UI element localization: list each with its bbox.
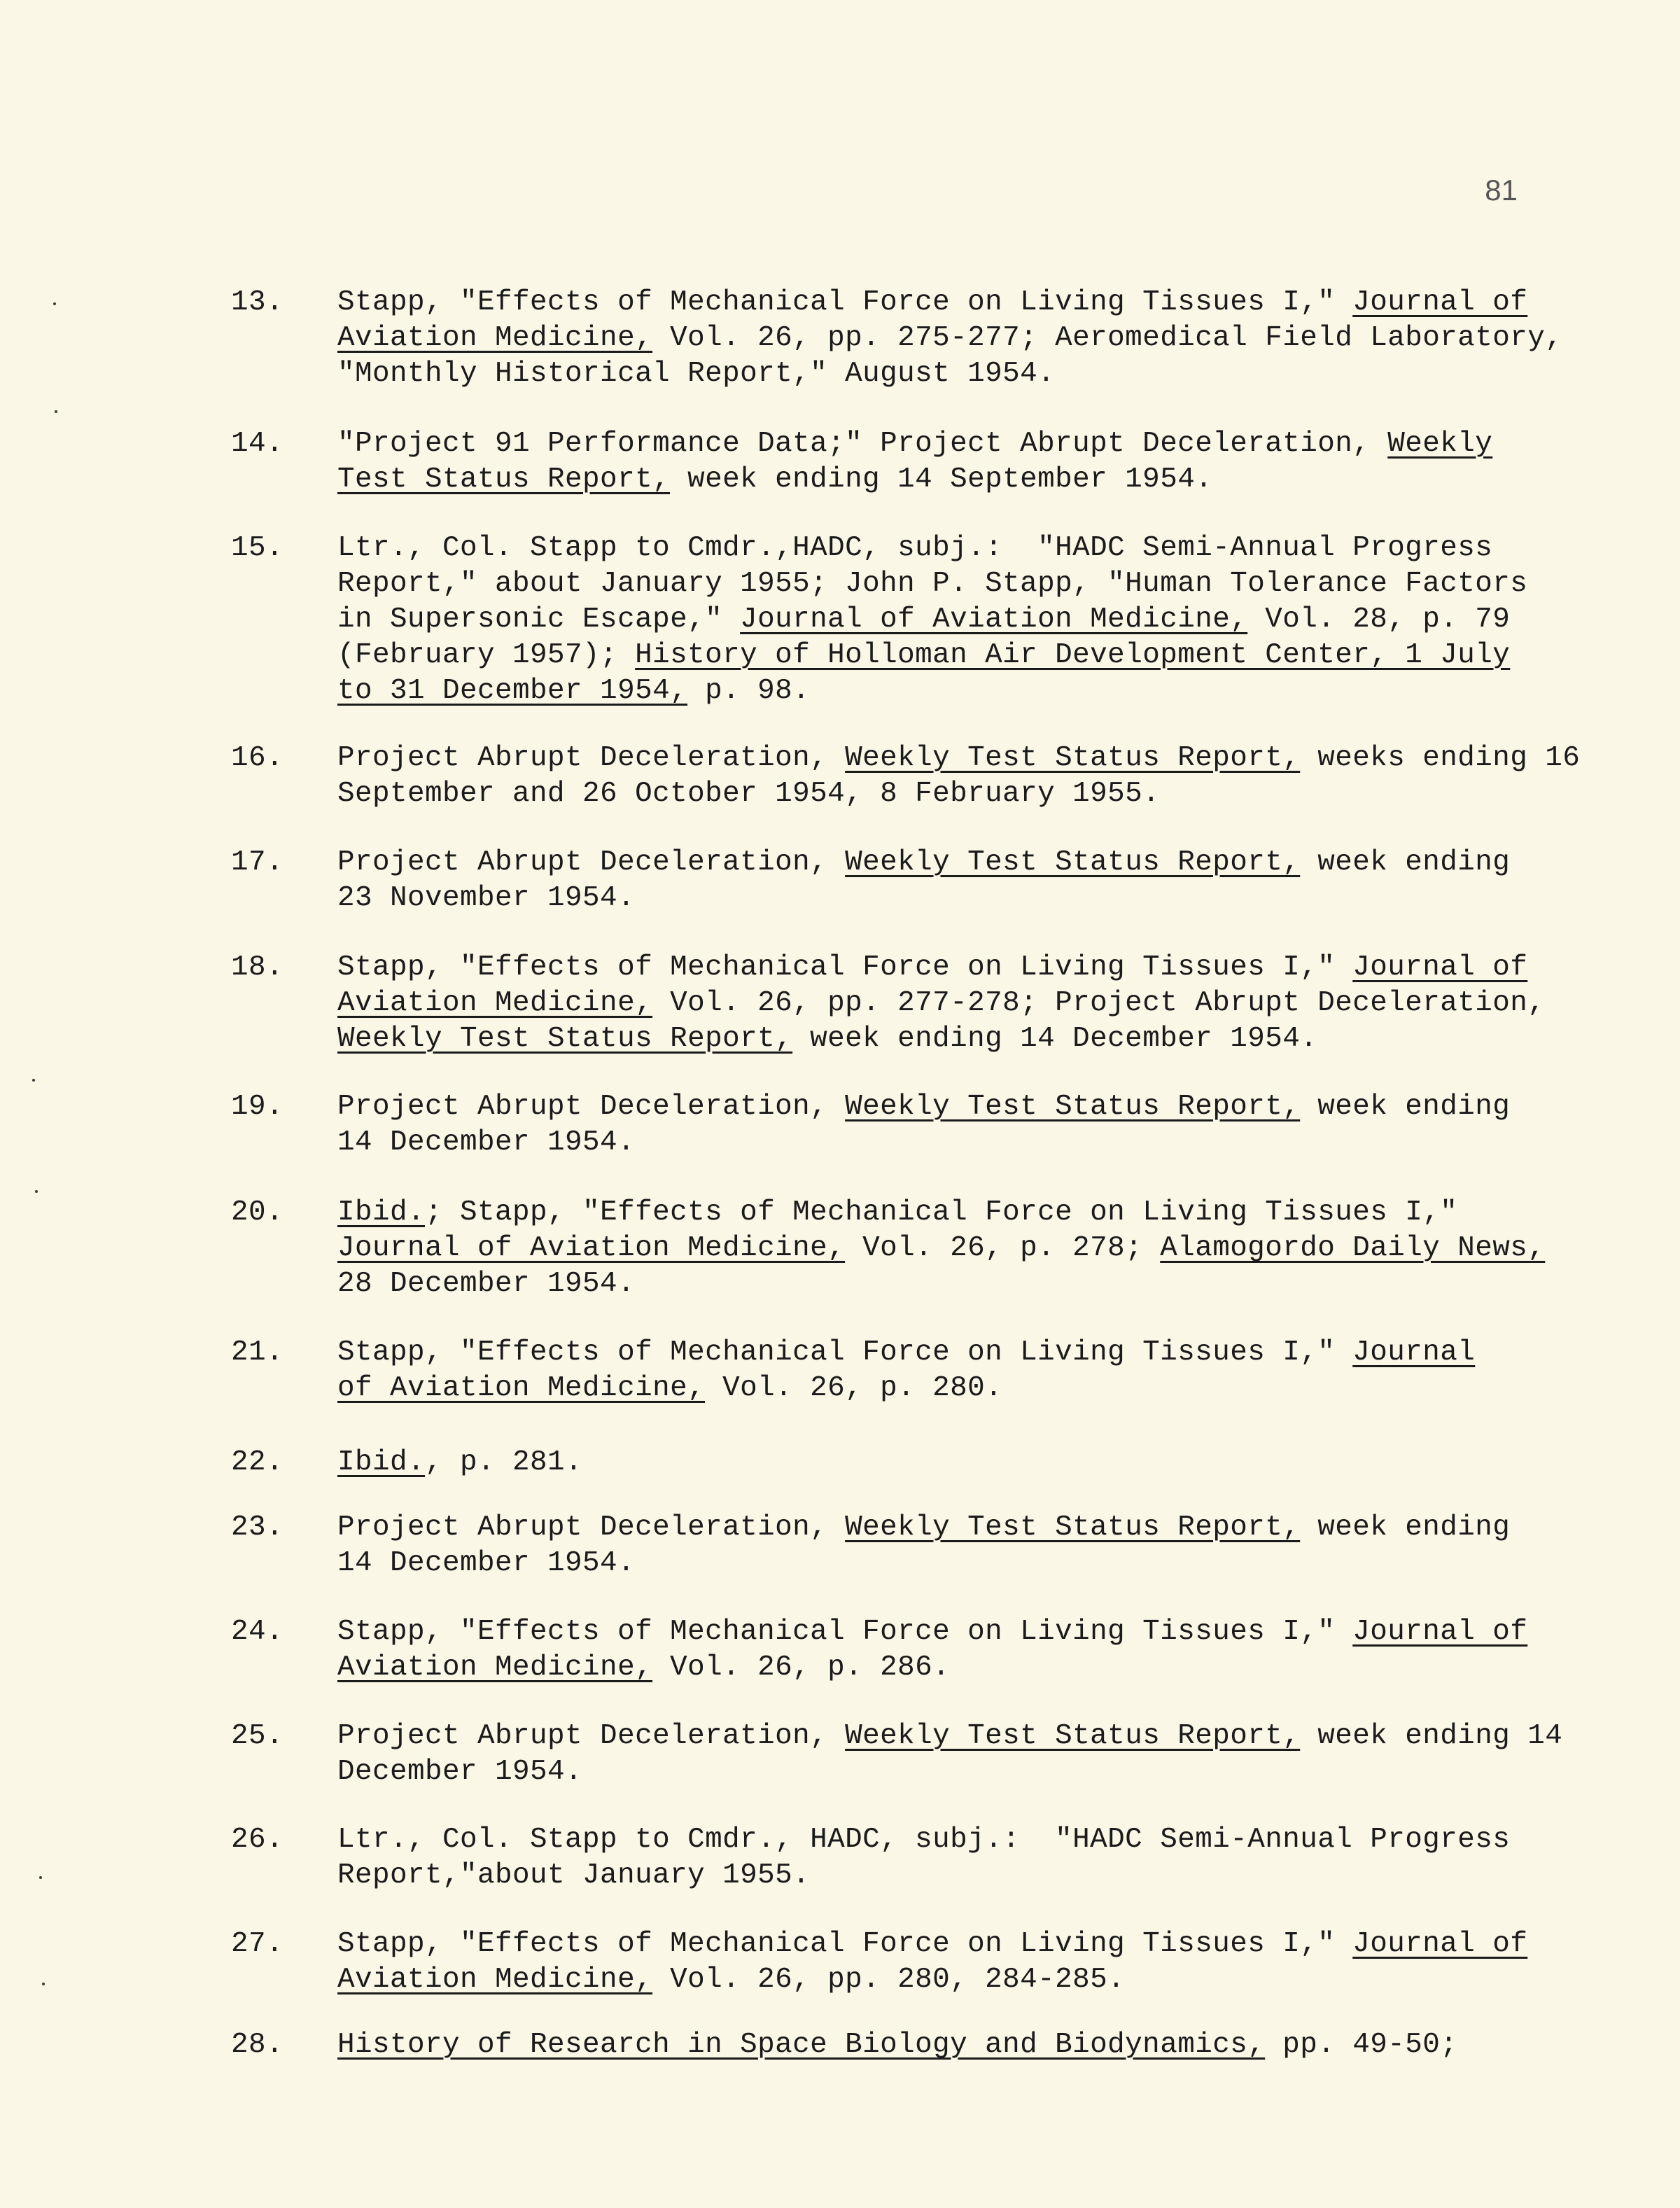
- citation-text: week ending 14 December 1954.: [792, 1023, 1318, 1055]
- endnote-line: [337, 1445, 1597, 1481]
- endnote-text: [337, 426, 1597, 498]
- citation-text: in Supersonic Escape,": [337, 603, 741, 636]
- endnote-text: [337, 1335, 1597, 1406]
- endnote-line: [337, 950, 1597, 986]
- citation-text: Project Abrupt Deceleration,: [337, 1091, 846, 1123]
- endnote-line: [337, 2027, 1597, 2063]
- underlined-title: Ibid.: [337, 1196, 426, 1229]
- citation-text: Stapp, "Effects of Mechanical Force on Living Tissues I,": [337, 1616, 1353, 1648]
- page-number: 81: [1485, 174, 1518, 207]
- underlined-title: History of Research in Space Biology and Biodynamics,: [337, 2029, 1266, 2061]
- citation-text: "Project 91 Performance Data;" Project Abrupt Deceleration,: [337, 428, 1388, 460]
- underlined-title: of Aviation Medicine,: [337, 1372, 706, 1404]
- citation-text: (February 1957);: [337, 639, 636, 671]
- endnote-line: [337, 602, 1597, 638]
- citation-text: Stapp, "Effects of Mechanical Force on Living Tissues I,": [337, 286, 1353, 319]
- underlined-title: Weekly Test Status Report,: [845, 1720, 1301, 1752]
- citation-text: Ltr., Col. Stapp to Cmdr., HADC, subj.: "HADC Semi-Annual Progress: [337, 1824, 1511, 1856]
- endnote-number: 19.: [231, 1091, 284, 1123]
- citation-text: "Monthly Historical Report," August 1954.: [337, 358, 1056, 390]
- underlined-title: Journal of: [1352, 286, 1528, 319]
- endnote-number: 21.: [231, 1336, 284, 1369]
- endnote-line: [337, 1510, 1597, 1546]
- endnote-text: [337, 2027, 1597, 2063]
- underlined-title: Aviation Medicine,: [337, 1651, 653, 1684]
- citation-text: week ending: [1300, 1091, 1511, 1123]
- endnote-text: [337, 1510, 1597, 1581]
- citation-text: week ending: [1300, 846, 1511, 879]
- endnote-line: [337, 741, 1597, 776]
- citation-text: Project Abrupt Deceleration,: [337, 846, 846, 879]
- endnote-number: 28.: [231, 2029, 284, 2061]
- endnote-line: [337, 1614, 1597, 1650]
- endnote-line: [337, 1546, 1597, 1581]
- citation-text: Vol. 28, p. 79: [1247, 603, 1511, 636]
- citation-text: Vol. 26, pp. 275-277; Aeromedical Field Laboratory,: [652, 322, 1563, 354]
- endnote-number: 24.: [231, 1616, 284, 1648]
- endnote-number: 23.: [231, 1511, 284, 1544]
- endnote-line: [337, 1335, 1597, 1371]
- endnote-line: [337, 285, 1597, 321]
- citation-text: p. 98.: [687, 675, 811, 707]
- citation-text: Ltr., Col. Stapp to Cmdr.,HADC, subj.: "HADC Semi-Annual Progress: [337, 532, 1493, 564]
- underlined-title: Weekly Test Status Report,: [845, 1091, 1301, 1123]
- citation-text: Report," about January 1955; John P. Stapp, "Human Tolerance Factors: [337, 568, 1528, 600]
- endnote-text: [337, 741, 1597, 812]
- citation-text: Stapp, "Effects of Mechanical Force on Living Tissues I,": [337, 951, 1353, 984]
- underlined-title: to 31 December 1954,: [337, 675, 688, 707]
- endnote-text: [337, 1089, 1597, 1161]
- underlined-title: Weekly Test Status Report,: [845, 742, 1301, 774]
- citation-text: pp. 49-50;: [1265, 2029, 1458, 2061]
- citation-text: Project Abrupt Deceleration,: [337, 1511, 846, 1544]
- citation-text: weeks ending 16: [1300, 742, 1581, 774]
- endnote-line: [337, 1371, 1597, 1406]
- endnote-number: 17.: [231, 846, 284, 879]
- margin-speck: [32, 1079, 35, 1082]
- endnote-line: [337, 1089, 1597, 1125]
- endnote-line: [337, 1125, 1597, 1161]
- endnote-line: [337, 1822, 1597, 1858]
- citation-text: week ending 14: [1300, 1720, 1563, 1752]
- endnote-number: 14.: [231, 428, 284, 460]
- endnote-line: [337, 1231, 1597, 1266]
- citation-text: ; Stapp, "Effects of Mechanical Force on Living Tissues I,": [425, 1196, 1458, 1229]
- endnote-line: [337, 566, 1597, 602]
- underlined-title: Journal of: [1352, 951, 1528, 984]
- endnote-number: 15.: [231, 532, 284, 564]
- endnote-line: [337, 1858, 1597, 1894]
- endnote-line: [337, 1927, 1597, 1962]
- citation-text: Vol. 26, p. 286.: [652, 1651, 951, 1684]
- endnote-line: [337, 845, 1597, 881]
- underlined-title: Journal of: [1352, 1928, 1528, 1960]
- underlined-title: Aviation Medicine,: [337, 987, 653, 1019]
- citation-text: Stapp, "Effects of Mechanical Force on Living Tissues I,": [337, 1928, 1353, 1960]
- endnote-line: [337, 1266, 1597, 1302]
- citation-text: Vol. 26, p. 280.: [705, 1372, 1003, 1404]
- endnote-line: [337, 356, 1597, 392]
- margin-speck: [35, 1190, 38, 1193]
- citation-text: Vol. 26, p. 278;: [845, 1232, 1161, 1264]
- citation-text: week ending: [1300, 1511, 1511, 1544]
- citation-text: Project Abrupt Deceleration,: [337, 742, 846, 774]
- margin-speck: [53, 302, 56, 305]
- underlined-title: Weekly: [1387, 428, 1493, 460]
- endnote-text: [337, 950, 1597, 1057]
- endnote-number: 20.: [231, 1196, 284, 1229]
- citation-text: week ending 14 September 1954.: [670, 463, 1213, 496]
- endnote-line: [337, 1962, 1597, 1998]
- endnote-number: 16.: [231, 742, 284, 774]
- endnote-number: 18.: [231, 951, 284, 984]
- endnote-line: [337, 673, 1597, 709]
- citation-text: 28 December 1954.: [337, 1268, 636, 1300]
- underlined-title: Weekly Test Status Report,: [845, 1511, 1301, 1544]
- endnote-text: [337, 531, 1597, 709]
- endnote-line: [337, 1754, 1597, 1790]
- endnote-line: [337, 1650, 1597, 1686]
- underlined-title: Weekly Test Status Report,: [845, 846, 1301, 879]
- underlined-title: Aviation Medicine,: [337, 1964, 653, 1996]
- endnote-text: [337, 1719, 1597, 1790]
- endnote-number: 25.: [231, 1720, 284, 1752]
- underlined-title: Weekly Test Status Report,: [337, 1023, 793, 1055]
- endnote-line: [337, 1719, 1597, 1754]
- citation-text: , p. 281.: [425, 1446, 583, 1479]
- endnote-line: [337, 776, 1597, 812]
- citation-text: Vol. 26, pp. 280, 284-285.: [652, 1964, 1126, 1996]
- citation-text: September and 26 October 1954, 8 February 1955.: [337, 778, 1161, 810]
- underlined-title: Journal of Aviation Medicine,: [337, 1232, 846, 1264]
- endnote-line: [337, 426, 1597, 462]
- citation-text: 23 November 1954.: [337, 882, 636, 914]
- underlined-title: Test Status Report,: [337, 463, 671, 496]
- endnote-line: [337, 638, 1597, 673]
- endnote-text: [337, 845, 1597, 916]
- endnote-text: [337, 1195, 1597, 1302]
- margin-speck: [42, 1983, 45, 1985]
- margin-speck: [55, 410, 57, 413]
- endnote-line: [337, 1195, 1597, 1231]
- endnote-line: [337, 531, 1597, 566]
- endnote-line: [337, 321, 1597, 356]
- endnote-line: [337, 1021, 1597, 1057]
- citation-text: Report,"about January 1955.: [337, 1859, 811, 1892]
- underlined-title: Ibid.: [337, 1446, 426, 1479]
- margin-speck: [39, 1876, 42, 1879]
- endnote-text: [337, 1927, 1597, 1998]
- endnote-number: 22.: [231, 1446, 284, 1479]
- endnote-number: 26.: [231, 1824, 284, 1856]
- endnote-text: [337, 1822, 1597, 1894]
- underlined-title: Journal of: [1352, 1616, 1528, 1648]
- endnote-line: [337, 986, 1597, 1021]
- citation-text: Project Abrupt Deceleration,: [337, 1720, 846, 1752]
- endnote-text: [337, 285, 1597, 392]
- underlined-title: History of Holloman Air Development Center, 1 July: [635, 639, 1511, 671]
- citation-text: Stapp, "Effects of Mechanical Force on Living Tissues I,": [337, 1336, 1353, 1369]
- underlined-title: Journal: [1352, 1336, 1476, 1369]
- citation-text: Vol. 26, pp. 277-278; Project Abrupt Deceleration,: [652, 987, 1546, 1019]
- endnote-line: [337, 462, 1597, 498]
- citation-text: December 1954.: [337, 1756, 583, 1788]
- underlined-title: Alamogordo Daily News,: [1160, 1232, 1546, 1264]
- citation-text: 14 December 1954.: [337, 1126, 636, 1159]
- citation-text: 14 December 1954.: [337, 1547, 636, 1579]
- endnote-line: [337, 881, 1597, 916]
- endnote-text: [337, 1445, 1597, 1481]
- endnote-text: [337, 1614, 1597, 1686]
- underlined-title: Journal of Aviation Medicine,: [740, 603, 1248, 636]
- endnote-number: 27.: [231, 1928, 284, 1960]
- underlined-title: Aviation Medicine,: [337, 322, 653, 354]
- endnote-number: 13.: [231, 286, 284, 319]
